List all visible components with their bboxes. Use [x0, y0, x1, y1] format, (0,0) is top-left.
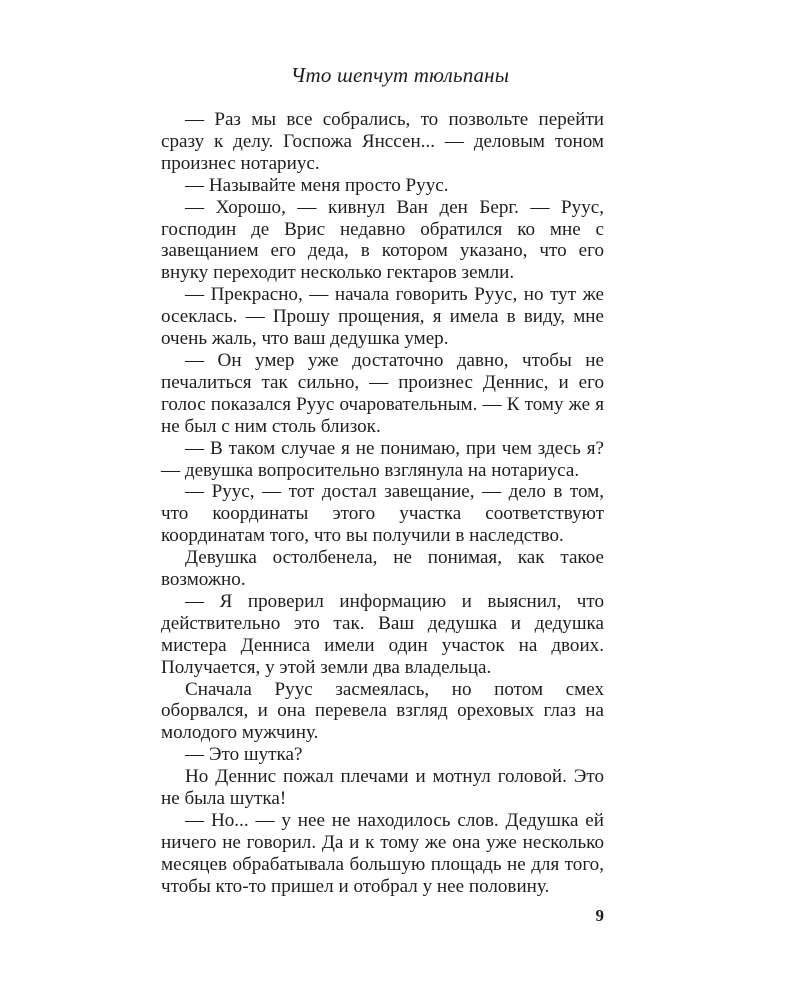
paragraph: Но Деннис пожал плечами и мотнул головой. Это не была шутка!: [161, 766, 604, 810]
paragraph: Сначала Руус засмеялась, но потом смех оборвался, и она перевела взгляд ореховых глаз на молодого мужчину.: [161, 678, 604, 744]
paragraph: — Руус, — тот достал завещание, — дело в том, что координаты этого участка соответствуют координатам того, что вы получили в наследство.: [161, 481, 604, 547]
paragraph: — Это шутка?: [185, 744, 303, 766]
paragraph: — Прекрасно, — начала говорить Руус, но тут же осеклась. — Прошу прощения, я имела в виду, мне очень жаль, что ваш дедушка умер.: [161, 284, 604, 350]
paragraph: — Но... — у нее не находилось слов. Дедушка ей ничего не говорил. Да и к тому же она уже несколько месяцев обрабатывала большую площадь не для того, чтобы кто-то пришел и отобрал у нее половину.: [161, 810, 604, 897]
paragraph: — Раз мы все собрались, то позвольте перейти сразу к делу. Госпожа Янссен... — деловым тоном произнес нотариус.: [161, 109, 604, 174]
body-text: [161, 109, 604, 898]
paragraph: Девушка остолбенела, не понимая, как такое возможно.: [161, 547, 604, 591]
paragraph: — Называйте меня просто Руус.: [185, 174, 449, 196]
running-title: Что шепчут тюльпаны: [290, 63, 510, 87]
page-number: 9: [595, 906, 604, 925]
paragraph: — Он умер уже достаточно давно, чтобы не печалиться так сильно, — произнес Деннис, и его голос показался Руус очаровательным. — К тому же я не был с ним столь близок.: [161, 349, 604, 437]
paragraph: — В таком случае я не понимаю, при чем здесь я? — девушка вопросительно взглянула на нотариуса.: [161, 437, 604, 481]
paragraph: — Хорошо, — кивнул Ван ден Берг. — Руус, господин де Врис недавно обратился ко мне с завещанием его деда, в котором указано, что его внуку переходит несколько гектаров земли.: [161, 196, 604, 284]
paragraph: — Я проверил информацию и выяснил, что действительно это так. Ваш дедушка и дедушка мистера Денниса имели один участок на двоих. Получается, у этой земли два владельца.: [161, 590, 604, 678]
